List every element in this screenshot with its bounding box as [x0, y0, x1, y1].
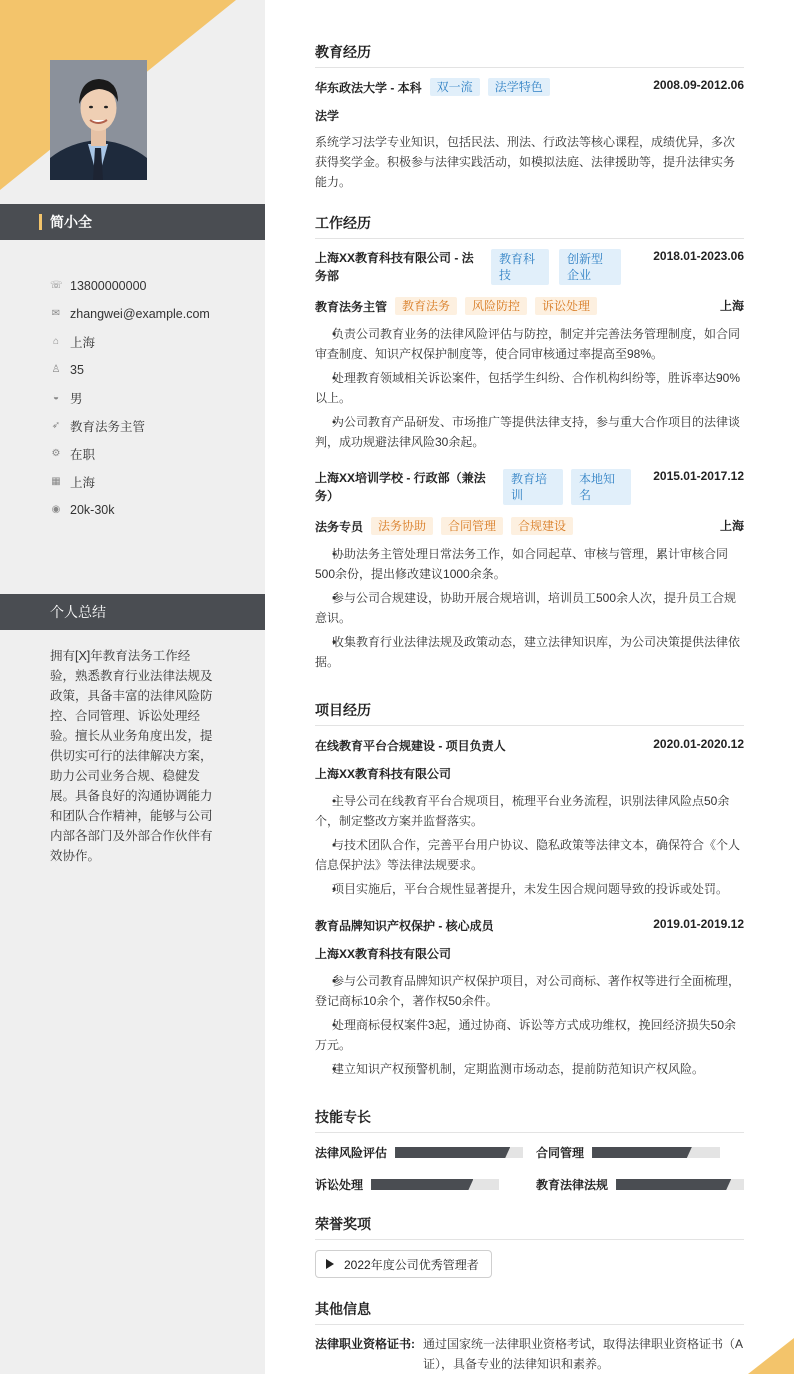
job-city: 上海 — [719, 299, 744, 313]
skill-bar-fill — [371, 1179, 473, 1190]
list-item: • 收集教育行业法律法规及政策动态，建立法律知识库，为公司决策提供法律依据。 — [315, 632, 744, 672]
project-org: 上海XX教育科技有限公司 — [315, 947, 452, 961]
summary-text: 拥有[X]年教育法务工作经验，熟悉教育行业法律法规及政策，具备丰富的法律风险防控、合同管理、诉讼处理经验。擅长从业务角度出发，提供切实可行的法律解决方案，助力公司业务合规、稳健发展。具备良好的沟通协调能力和团队合作精神，能够与公司内部各部门及外部合作伙伴有效协作。 — [50, 649, 213, 863]
list-item: • 处理教育领域相关诉讼案件，包括学生纠纷、合作机构纠纷等，胜诉率达90%以上。 — [315, 368, 744, 408]
skill-item — [315, 1144, 523, 1161]
project-bullets — [315, 791, 744, 903]
info-item-position: ➶ 教育法务主管 — [51, 420, 146, 434]
job-company: 上海XX教育科技有限公司 - 法务部 — [315, 251, 474, 283]
job-city: 上海 — [719, 519, 744, 533]
skill-name: 诉讼处理 — [315, 1178, 364, 1192]
info-item-gender: ◒ 男 — [50, 384, 210, 412]
list-item: • 主导公司在线教育平台合规项目，梳理平台业务流程，识别法律风险点50余个，制定整改方案并监督落实。 — [315, 791, 744, 831]
skill-tag: 风险防控 — [465, 297, 527, 315]
other-key: 法律职业资格证书: — [315, 1337, 415, 1351]
project-header — [315, 917, 744, 934]
salary-icon: ◉ — [51, 504, 61, 515]
sidebar — [0, 0, 265, 1374]
education-period: 2008.09-2012.06 — [653, 78, 744, 92]
info-item-location: ⌂ 上海 — [50, 328, 210, 356]
education-major: 法学 — [315, 109, 340, 123]
skill-bar-fill — [592, 1147, 692, 1158]
skill-tag: 合规建设 — [511, 517, 573, 535]
skill-name: 法律风险评估 — [315, 1146, 388, 1160]
play-icon — [326, 1259, 334, 1269]
info-item-status: ⚙ 在职 — [51, 448, 96, 462]
skill-tag: 法务协助 — [371, 517, 433, 535]
school-name: 华东政法大学 - 本科 — [315, 80, 422, 95]
honors-title: 荣誉奖项 — [315, 1214, 744, 1240]
gender-icon: ◒ — [52, 392, 60, 403]
education-tag: 双一流 — [430, 78, 480, 96]
info-item-city: ▦ 上海 — [51, 476, 96, 490]
education-tag: 法学特色 — [488, 78, 550, 96]
home-icon: ⌂ — [52, 336, 60, 347]
job-company: 上海XX培训学校 - 行政部（兼法务） — [315, 471, 486, 503]
other-info-row — [315, 1334, 744, 1374]
skill-name: 教育法律法规 — [536, 1178, 609, 1192]
job-role-row — [315, 297, 744, 315]
job-period: 2018.01-2023.06 — [653, 249, 744, 263]
list-item: • 参与公司教育品牌知识产权保护项目，对公司商标、著作权等进行全面梳理，登记商标10余个，著作权50余件。 — [315, 971, 744, 1011]
education-desc: 系统学习法学专业知识，包括民法、刑法、行政法等核心课程，成绩优异，多次获得奖学金。积极参与法律实践活动，如模拟法庭、法律援助等，提升法律实务能力。 — [315, 135, 736, 189]
send-icon: ➶ — [51, 420, 61, 431]
name-bar: 简小全 — [0, 204, 265, 240]
job-bullets — [315, 544, 744, 676]
list-item: • 项目实施后，平台合规性显著提升，未发生因合规问题导致的投诉或处罚。 — [315, 879, 744, 899]
award-label: 2022年度公司优秀管理者 — [344, 1257, 479, 1272]
skills-title: 技能专长 — [315, 1107, 744, 1133]
job-period: 2015.01-2017.12 — [653, 469, 744, 483]
skill-item — [536, 1176, 744, 1193]
skill-item — [315, 1176, 499, 1193]
info-item-email: ✉ zhangwei@example.com — [51, 307, 210, 321]
job-tag: 教育科技 — [491, 249, 549, 285]
info-item-age: ♙ 35 — [51, 363, 84, 377]
building-icon: ▦ — [51, 476, 61, 487]
project-bullets — [315, 971, 744, 1083]
list-item: • 与技术团队合作，完善平台用户协议、隐私政策等法律文本，确保符合《个人信息保护法》等法律法规要求。 — [315, 835, 744, 875]
project-header — [315, 737, 744, 754]
list-item: • 参与公司合规建设，协助开展合规培训，培训员工500余人次，提升员工合规意识。 — [315, 588, 744, 628]
summary-title: 个人总结 — [0, 594, 265, 630]
age-icon: ♙ — [51, 364, 61, 375]
skill-tag: 诉讼处理 — [535, 297, 597, 315]
project-period: 2019.01-2019.12 — [653, 917, 744, 931]
education-title: 教育经历 — [315, 42, 744, 68]
list-item: • 建立知识产权预警机制，定期监测市场动态，提前防范知识产权风险。 — [315, 1059, 744, 1079]
skill-bar-fill — [616, 1179, 731, 1190]
list-item: • 负责公司教育业务的法律风险评估与防控，制定并完善法务管理制度，如合同审查制度、知识产权保护制度等，使合同审核通过率提高至98%。 — [315, 324, 744, 364]
job-header — [315, 469, 744, 505]
skill-item — [536, 1144, 720, 1161]
avatar-photo — [50, 60, 147, 180]
skill-bar — [616, 1179, 744, 1190]
info-item-phone: ☏ 13800000000 — [50, 279, 147, 293]
list-item: • 为公司教育产品研发、市场推广等提供法律支持，参与重大合作项目的法律谈判，成功规避法律风险30余起。 — [315, 412, 744, 452]
job-tag: 本地知名 — [571, 469, 631, 505]
skill-bar — [592, 1147, 720, 1158]
skill-bar-fill — [395, 1147, 510, 1158]
phone-icon: ☏ — [50, 280, 63, 291]
info-item-salary: ◉ 20k-30k — [51, 503, 115, 517]
contact-info-list — [50, 272, 210, 524]
mail-icon: ✉ — [51, 308, 61, 319]
skill-bar — [395, 1147, 523, 1158]
job-role: 法务专员 — [315, 519, 364, 534]
job-bullets — [315, 324, 744, 456]
project-name: 教育品牌知识产权保护 - 核心成员 — [315, 919, 494, 933]
projects-title: 项目经历 — [315, 700, 744, 726]
list-item: • 处理商标侵权案件3起，通过协商、诉讼等方式成功维权，挽回经济损失50余万元。 — [315, 1015, 744, 1055]
status-icon: ⚙ — [51, 448, 61, 459]
job-role: 教育法务主管 — [315, 299, 388, 314]
project-org: 上海XX教育科技有限公司 — [315, 767, 452, 781]
award-item[interactable] — [315, 1250, 492, 1278]
job-role-row — [315, 517, 744, 535]
project-period: 2020.01-2020.12 — [653, 737, 744, 751]
skill-bar — [371, 1179, 499, 1190]
job-tag: 创新型企业 — [559, 249, 621, 285]
work-title: 工作经历 — [315, 213, 744, 239]
job-tag: 教育培训 — [503, 469, 563, 505]
skill-tag: 教育法务 — [395, 297, 457, 315]
skill-tag: 合同管理 — [441, 517, 503, 535]
job-header — [315, 249, 744, 285]
education-header — [315, 78, 744, 96]
project-name: 在线教育平台合规建设 - 项目负责人 — [315, 739, 506, 753]
decorative-corner — [748, 1338, 794, 1374]
other-value: 通过国家统一法律职业资格考试，取得法律职业资格证书（A证），具备专业的法律知识和素养。 — [423, 1337, 744, 1371]
skill-name: 合同管理 — [536, 1146, 585, 1160]
other-title: 其他信息 — [315, 1299, 744, 1325]
list-item: • 协助法务主管处理日常法务工作，如合同起草、审核与管理，累计审核合同500余份，提出修改建议1000余条。 — [315, 544, 744, 584]
